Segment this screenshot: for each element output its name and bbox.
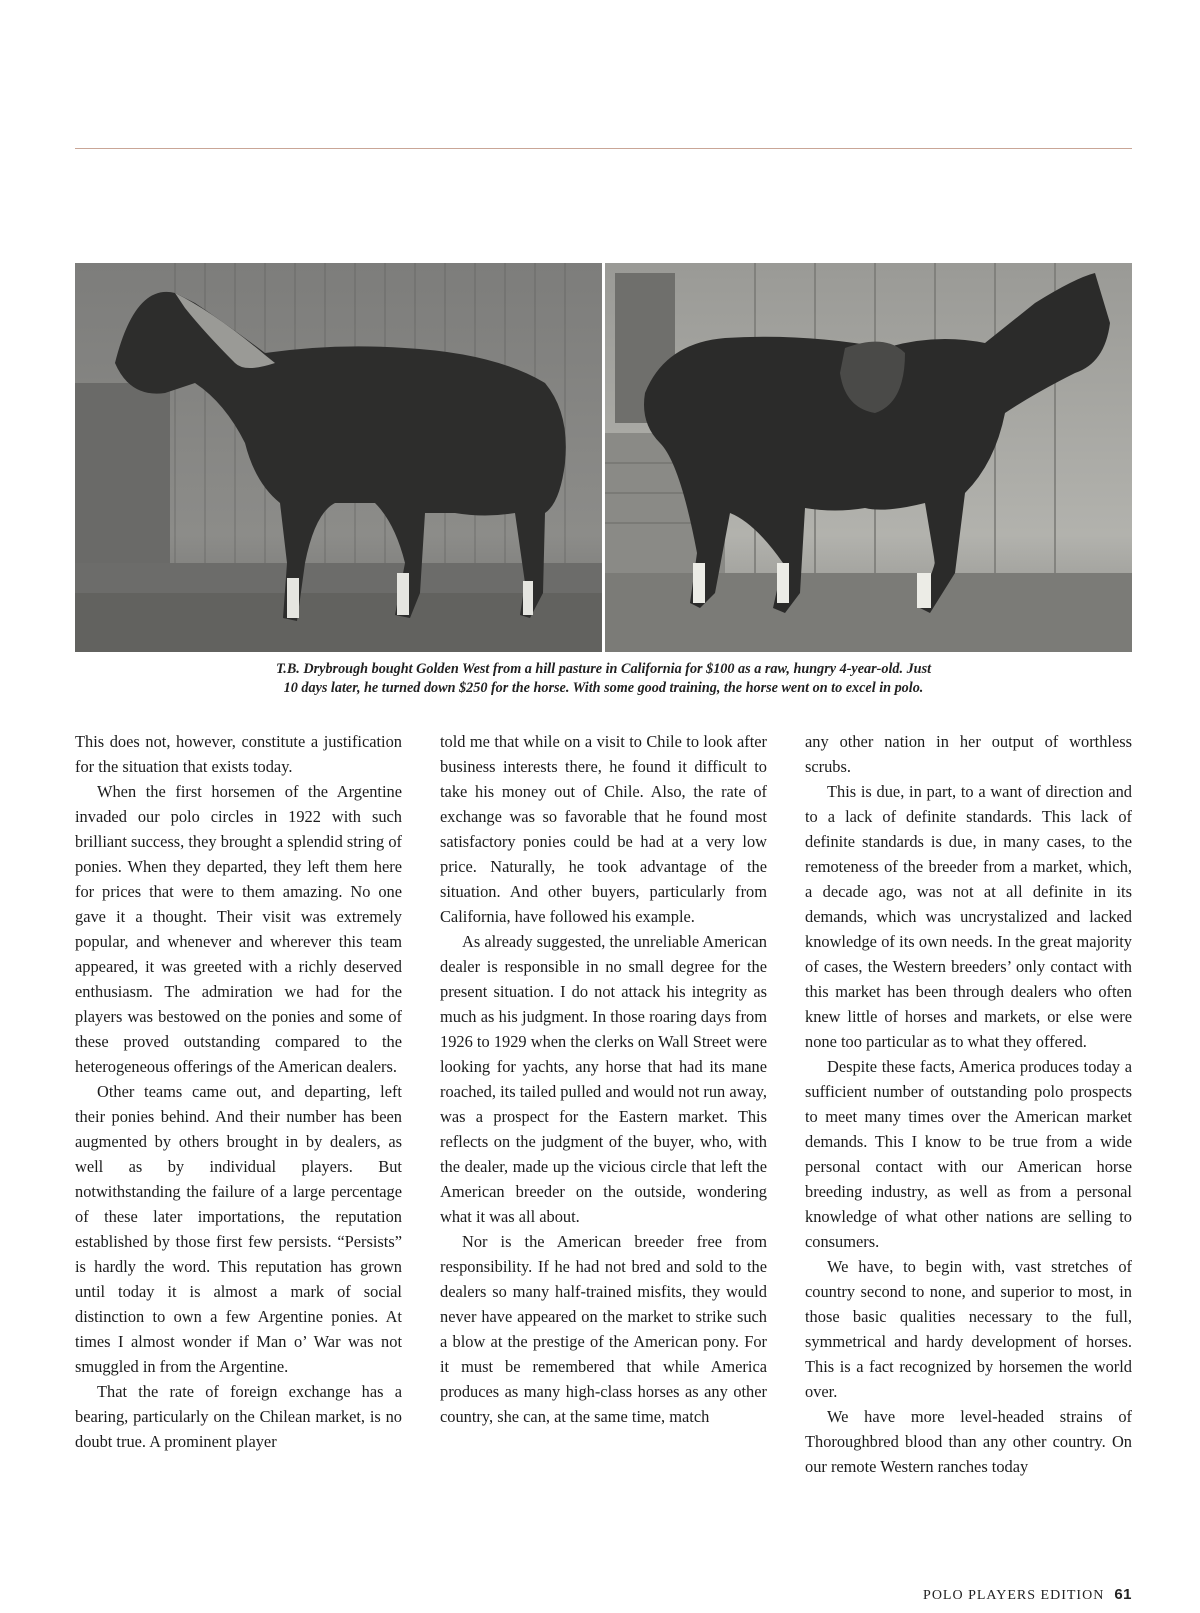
- page-footer: [923, 1586, 1132, 1604]
- paragraph: This does not, however, constitute a justification for the situation that exists today.: [75, 732, 402, 776]
- page-number: 61: [1114, 1586, 1132, 1603]
- paragraph: We have, to begin with, vast stretches of country second to none, and superior to most, in those basic qualities necessary to the full, symmetrical and hardy development of horses. This is a fact recognized by horsemen the world over.: [805, 1257, 1132, 1401]
- caption-line-1: T.B. Drybrough bought Golden West from a hill pasture in California for $100 as a raw, hungry 4-year-old. Just: [275, 661, 932, 677]
- paragraph: We have more level-headed strains of Thoroughbred blood than any other country. On our remote Western ranches today: [805, 1407, 1132, 1476]
- publication-name: POLO PLAYERS EDITION: [923, 1588, 1105, 1603]
- photo-strip: [75, 263, 1132, 652]
- photo-horse-after: [605, 263, 1132, 652]
- header-rule: [75, 148, 1132, 149]
- photo-caption: [75, 660, 1132, 698]
- paragraph: That the rate of foreign exchange has a bearing, particularly on the Chilean market, is no doubt true. A prominent player: [75, 1382, 402, 1451]
- article-column-2: [440, 729, 767, 1429]
- paragraph: told me that while on a visit to Chile to look after business interests there, he found it difficult to take his money out of Chile. Also, the rate of exchange was so favorable that he found most satisfactory ponies could be had at a very low price. Naturally, he took advantage of the situation. And other buyers, particularly from California, have followed his example.: [440, 732, 767, 926]
- paragraph: When the first horsemen of the Argentine invaded our polo circles in 1922 with such brilliant success, they brought a splendid string of ponies. When they departed, they left them here for prices that were to them amazing. No one gave it a thought. Their visit was extremely popular, and whenever and wherever this team appeared, it was greeted with a richly deserved enthusiasm. The admiration we had for the players was bestowed on the ponies and some of these proved outstanding compared to the heterogeneous offerings of the American dealers.: [75, 782, 402, 1076]
- paragraph: This is due, in part, to a want of direction and to a lack of definite standards. This lack of definite standards is due, in many cases, to the remoteness of the breeder from a market, which, a decade ago, was not at all definite in its demands, which was uncrystalized and lacked knowledge of its own needs. In the great majority of cases, the Western breeders’ only contact with this market has been through dealers who often knew little of horses and markets, or else were none too particular as to what they offered.: [805, 782, 1132, 1051]
- photo-horse-before: [75, 263, 605, 652]
- paragraph: any other nation in her output of worthless scrubs.: [805, 732, 1132, 776]
- caption-line-2: 10 days later, he turned down $250 for the horse. With some good training, the horse went on to excel in polo.: [283, 680, 924, 696]
- paragraph: As already suggested, the unreliable American dealer is responsible in no small degree for the present situation. I do not attack his integrity as much as his judgment. In those roaring days from 1926 to 1929 when the clerks on Wall Street were looking for yachts, any horse that had its mane roached, its tailed pulled and would not run away, was a prospect for the Eastern market. This reflects on the judgment of the buyer, who, with the dealer, made up the vicious circle that left the American breeder on the outside, wondering what it was all about.: [440, 932, 767, 1226]
- article-column-3: [805, 729, 1132, 1479]
- paragraph: Despite these facts, America produces today a sufficient number of outstanding polo prospects to meet many times over the American market demands. This I know to be true from a wide personal contact with our American horse breeding industry, as well as from a personal knowledge of what other nations are selling to consumers.: [805, 1057, 1132, 1251]
- article-column-1: [75, 729, 402, 1454]
- paragraph: Nor is the American breeder free from responsibility. If he had not bred and sold to the dealers so many half-trained misfits, they would never have appeared on the market to strike such a blow at the prestige of the American pony. For it must be remembered that while America produces as many high-class horses as any other country, she can, at the same time, match: [440, 1232, 767, 1426]
- paragraph: Other teams came out, and departing, left their ponies behind. And their number has been augmented by others brought in by dealers, as well as by individual players. But notwithstanding the failure of a large percentage of these later importations, the reputation established by those first few persists. “Persists” is hardly the word. This reputation has grown until today it is almost a mark of social distinction to own a few Argentine ponies. At times I almost wonder if Man o’ War was not smuggled in from the Argentine.: [75, 1082, 402, 1376]
